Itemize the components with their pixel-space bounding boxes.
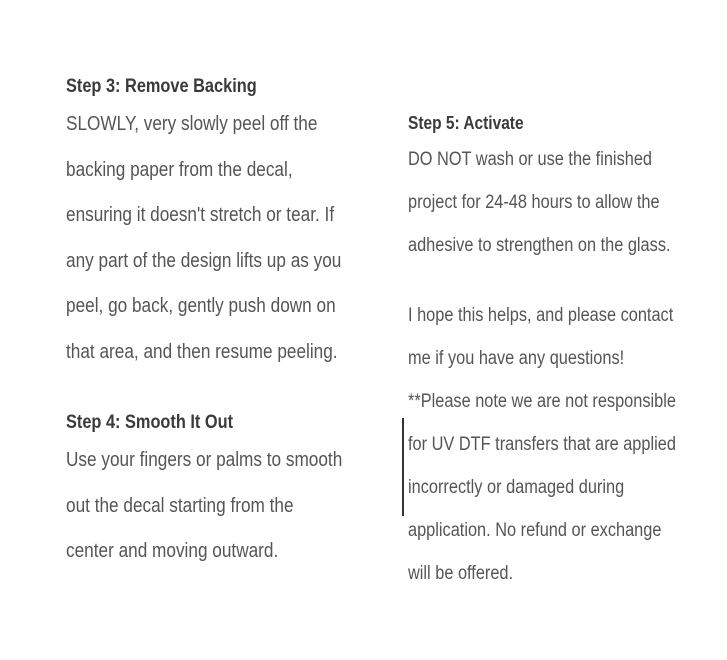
step3-line: backing paper from the decal,	[66, 158, 293, 181]
step3-heading: Step 3: Remove Backing	[66, 76, 257, 97]
closing-line: me if you have any questions!	[408, 348, 625, 369]
step5-section	[408, 108, 718, 267]
step3-line: SLOWLY, very slowly peel off the	[66, 113, 318, 135]
step5-heading: Step 5: Activate	[408, 113, 524, 133]
step3-line: ensuring it doesn't stretch or tear. If	[66, 204, 335, 227]
right-column	[408, 108, 718, 584]
closing-line: application. No refund or exchange	[408, 520, 662, 541]
closing-line: I hope this helps, and please contact	[408, 305, 674, 326]
left-column	[66, 72, 386, 563]
step3-line: that area, and then resume peeling.	[66, 340, 338, 363]
step5-line: project for 24-48 hours to allow the	[408, 192, 660, 213]
text-cursor-divider	[402, 418, 404, 516]
step4-body	[66, 438, 387, 575]
step4-line: out the decal starting from the	[66, 494, 294, 517]
step4-section	[66, 408, 387, 575]
step4-line: center and moving outward.	[66, 540, 279, 563]
closing-line: **Please note we are not responsible	[408, 391, 676, 412]
closing-line: will be offered.	[408, 563, 514, 584]
step5-line: DO NOT wash or use the finished	[408, 149, 653, 170]
closing-note	[408, 294, 720, 595]
step3-line: any part of the design lifts up as you	[66, 249, 342, 272]
step5-line: adhesive to strengthen on the glass.	[408, 235, 671, 256]
step3-body	[66, 102, 386, 376]
step4-line: Use your fingers or palms to smooth	[66, 449, 343, 471]
closing-line: incorrectly or damaged during	[408, 477, 625, 498]
step4-heading: Step 4: Smooth It Out	[66, 412, 234, 433]
closing-line: for UV DTF transfers that are applied	[408, 434, 676, 455]
step3-section	[66, 72, 386, 376]
step5-body	[408, 138, 718, 267]
step3-line: peel, go back, gently push down on	[66, 295, 336, 318]
